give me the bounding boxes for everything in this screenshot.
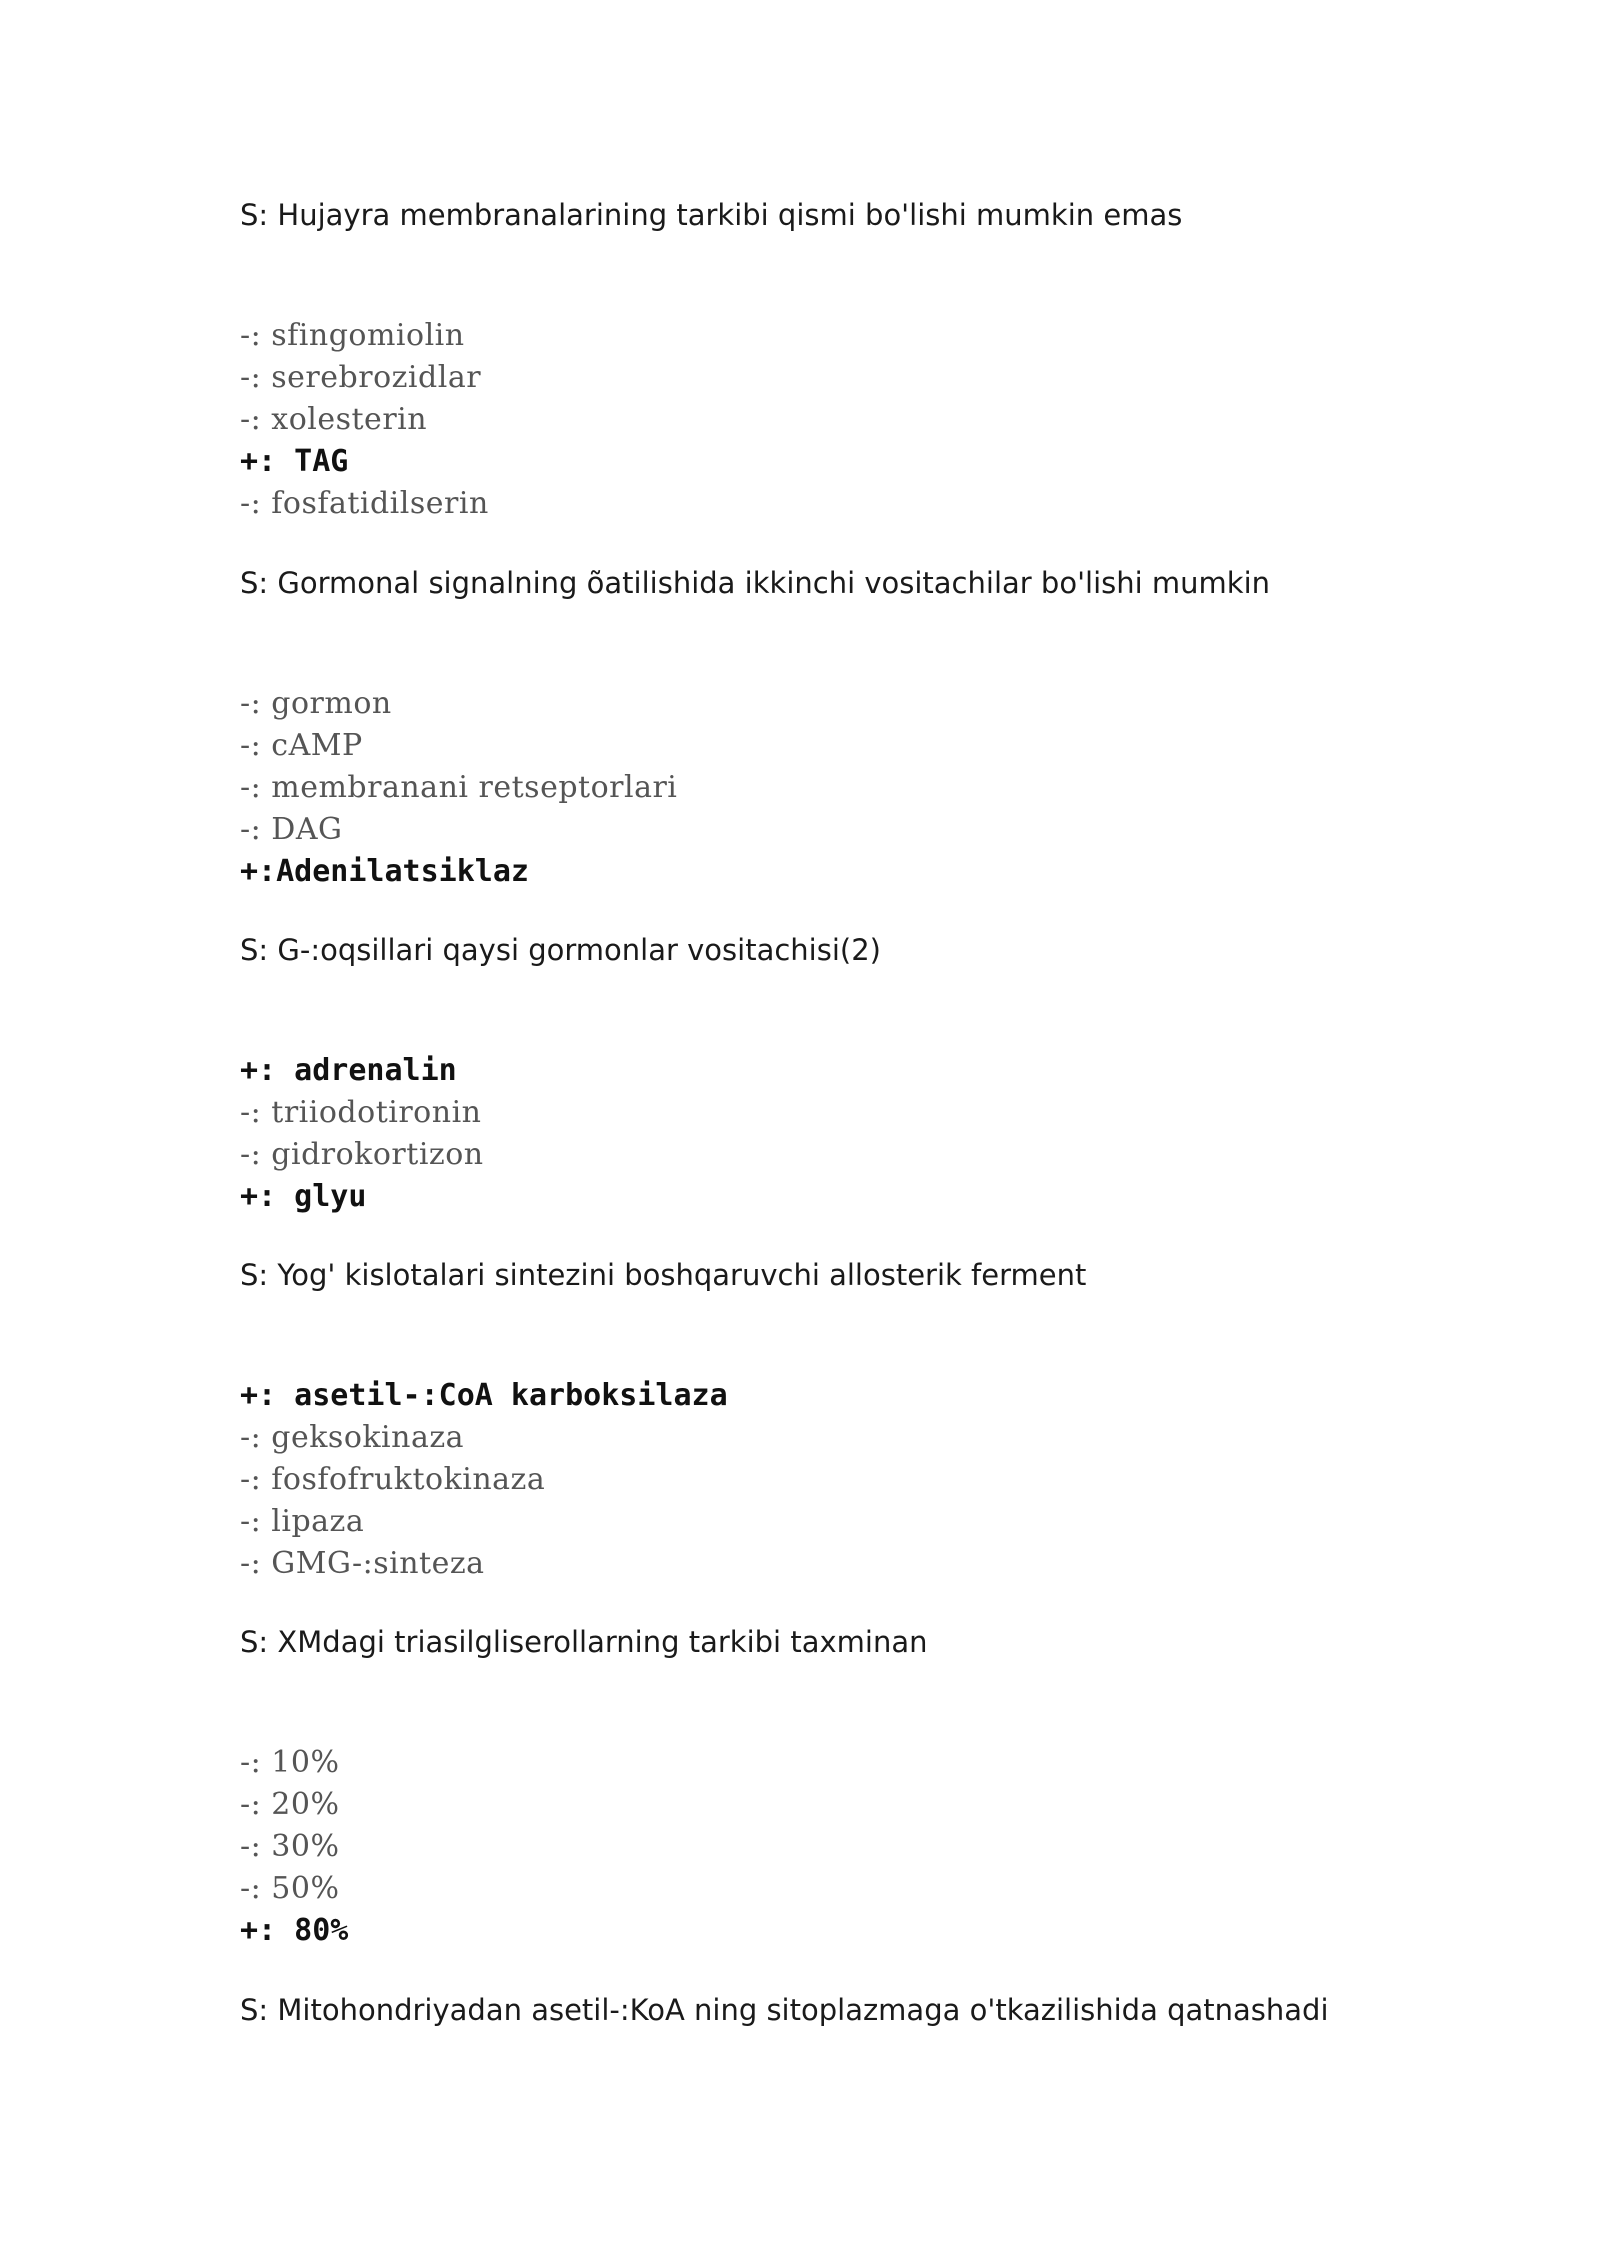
question-2-options: [240, 683, 677, 893]
question-5-text: S: XMdagi triasilgliserollarning tarkibi taxminan: [240, 1625, 928, 1659]
question-1-options: [240, 315, 489, 525]
correct-option-item: +: glyu: [240, 1179, 367, 1214]
correct-option-item: +: TAG: [240, 444, 349, 479]
correct-option-item: +: asetil-:CoA karboksilaza: [240, 1378, 728, 1413]
option-item: -: 20%: [240, 1787, 340, 1822]
option-item: -: gormon: [240, 686, 392, 721]
option-item: -: fosfatidilserin: [240, 486, 489, 521]
option-item: -: membranani retseptorlari: [240, 770, 678, 805]
question-1-text: S: Hujayra membranalarining tarkibi qismi bo'lishi mumkin emas: [240, 198, 1183, 232]
question-6-text: S: Mitohondriyadan asetil-:KoA ning sitoplazmaga o'tkazilishida qatnashadi: [240, 1993, 1329, 2027]
correct-option-item: +: 80%: [240, 1913, 349, 1948]
option-item: -: DAG: [240, 812, 343, 847]
option-item: -: GMG-:sinteza: [240, 1546, 485, 1581]
option-item: -: 30%: [240, 1829, 340, 1864]
option-item: -: lipaza: [240, 1504, 365, 1539]
option-item: -: sfingomiolin: [240, 318, 465, 353]
option-item: -: gidrokortizon: [240, 1137, 484, 1172]
option-item: -: serebrozidlar: [240, 360, 482, 395]
correct-option-item: +: adrenalin: [240, 1053, 457, 1088]
option-item: -: triiodotironin: [240, 1095, 482, 1130]
option-item: -: 10%: [240, 1745, 340, 1780]
question-3-text: S: G-:oqsillari qaysi gormonlar vositachisi(2): [240, 933, 881, 967]
question-4-text: S: Yog' kislotalari sintezini boshqaruvchi allosterik ferment: [240, 1258, 1087, 1292]
question-5-options: [240, 1742, 348, 1952]
option-item: -: xolesterin: [240, 402, 428, 437]
question-2-text: S: Gormonal signalning õatilishida ikkinchi vositachilar bo'lishi mumkin: [240, 566, 1271, 600]
option-item: -: cAMP: [240, 728, 363, 763]
question-3-options: [240, 1050, 484, 1218]
option-item: -: geksokinaza: [240, 1420, 465, 1455]
option-item: -: fosfofruktokinaza: [240, 1462, 546, 1497]
question-4-options: [240, 1375, 728, 1585]
option-item: -: 50%: [240, 1871, 340, 1906]
correct-option-item: +:Adenilatsiklaz: [240, 854, 529, 889]
